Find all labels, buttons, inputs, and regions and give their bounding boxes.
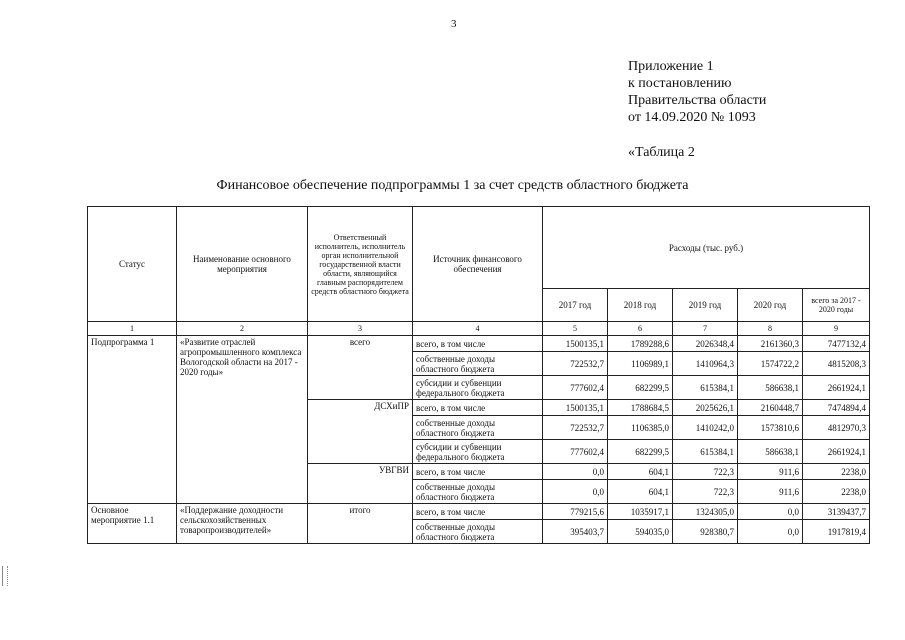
value-cell: 722532,7 — [543, 416, 608, 440]
source-cell: субсидии и субвенции федерального бюджета — [413, 376, 543, 400]
column-number: 4 — [413, 322, 543, 336]
appendix-block — [628, 58, 766, 126]
table-body — [88, 336, 870, 544]
value-cell: 0,0 — [543, 464, 608, 480]
value-cell: 1035917,1 — [608, 504, 673, 520]
value-cell: 1500135,1 — [543, 400, 608, 416]
value-cell: 594035,0 — [608, 520, 673, 544]
page-number: 3 — [451, 18, 457, 30]
column-number: 8 — [738, 322, 803, 336]
value-cell: 777602,4 — [543, 376, 608, 400]
value-cell: 2161360,3 — [738, 336, 803, 352]
value-cell: 7474894,4 — [803, 400, 870, 416]
value-cell: 586638,1 — [738, 440, 803, 464]
column-number: 9 — [803, 322, 870, 336]
value-cell: 1574722,2 — [738, 352, 803, 376]
executor-cell: итого — [308, 504, 413, 544]
status-cell: Основное мероприятие 1.1 — [88, 504, 177, 544]
header-executor: Ответственный исполнитель, исполнитель орган исполнительной государственной власти области, являющийся главным распорядителем средств областного бюджета — [308, 207, 413, 322]
header-year-total: всего за 2017 - 2020 годы — [803, 289, 870, 322]
value-cell: 722,3 — [673, 464, 738, 480]
value-cell: 0,0 — [738, 504, 803, 520]
value-cell: 7477132,4 — [803, 336, 870, 352]
source-cell: собственные доходы областного бюджета — [413, 352, 543, 376]
value-cell: 2026348,4 — [673, 336, 738, 352]
executor-cell: УВГВИ — [308, 464, 413, 504]
source-cell: всего, в том числе — [413, 464, 543, 480]
source-cell: собственные доходы областного бюджета — [413, 520, 543, 544]
value-cell: 2661924,1 — [803, 376, 870, 400]
column-number: 1 — [88, 322, 177, 336]
value-cell: 1500135,1 — [543, 336, 608, 352]
table-header — [88, 207, 870, 336]
value-cell: 615384,1 — [673, 376, 738, 400]
value-cell: 4815208,3 — [803, 352, 870, 376]
document-title: Финансовое обеспечение подпрограммы 1 за счет средств областного бюджета — [216, 178, 689, 193]
table-label: «Таблица 2 — [628, 145, 695, 160]
table-row — [88, 336, 870, 352]
activity-cell: «Поддержание доходности сельскохозяйственных товаропроизводителей» — [177, 504, 308, 544]
value-cell: 2160448,7 — [738, 400, 803, 416]
value-cell: 928380,7 — [673, 520, 738, 544]
header-year: 2017 год — [543, 289, 608, 322]
column-number: 7 — [673, 322, 738, 336]
header-source: Источник финансового обеспечения — [413, 207, 543, 322]
value-cell: 2238,0 — [803, 464, 870, 480]
value-cell: 682299,5 — [608, 376, 673, 400]
value-cell: 779215,6 — [543, 504, 608, 520]
value-cell: 4812970,3 — [803, 416, 870, 440]
value-cell: 0,0 — [543, 480, 608, 504]
value-cell: 0,0 — [738, 520, 803, 544]
activity-cell: «Развитие отраслей агропромышленного комплекса Вологодской области на 2017 - 2020 годы» — [177, 336, 308, 504]
value-cell: 1106385,0 — [608, 416, 673, 440]
value-cell: 395403,7 — [543, 520, 608, 544]
column-number: 6 — [608, 322, 673, 336]
value-cell: 2025626,1 — [673, 400, 738, 416]
source-cell: собственные доходы областного бюджета — [413, 416, 543, 440]
value-cell: 3139437,7 — [803, 504, 870, 520]
finance-table — [87, 206, 870, 544]
appendix-line: к постановлению — [628, 76, 732, 91]
value-cell: 1324305,0 — [673, 504, 738, 520]
value-cell: 1789288,6 — [608, 336, 673, 352]
value-cell: 911,6 — [738, 464, 803, 480]
value-cell: 682299,5 — [608, 440, 673, 464]
header-year: 2018 год — [608, 289, 673, 322]
table-row — [88, 504, 870, 520]
margin-mark — [2, 566, 8, 586]
value-cell: 911,6 — [738, 480, 803, 504]
value-cell: 722,3 — [673, 480, 738, 504]
source-cell: всего, в том числе — [413, 400, 543, 416]
header-expenses: Расходы (тыс. руб.) — [543, 207, 870, 289]
header-activity: Наименование основного мероприятия — [177, 207, 308, 322]
column-number: 5 — [543, 322, 608, 336]
header-year: 2020 год — [738, 289, 803, 322]
appendix-line: Правительства области — [628, 93, 767, 108]
value-cell: 2661924,1 — [803, 440, 870, 464]
status-cell: Подпрограмма 1 — [88, 336, 177, 504]
column-number: 3 — [308, 322, 413, 336]
source-cell: субсидии и субвенции федерального бюджета — [413, 440, 543, 464]
value-cell: 1917819,4 — [803, 520, 870, 544]
source-cell: собственные доходы областного бюджета — [413, 480, 543, 504]
value-cell: 604,1 — [608, 464, 673, 480]
value-cell: 777602,4 — [543, 440, 608, 464]
value-cell: 586638,1 — [738, 376, 803, 400]
executor-cell: ДСХиПР — [308, 400, 413, 464]
column-number: 2 — [177, 322, 308, 336]
value-cell: 722532,7 — [543, 352, 608, 376]
value-cell: 1410964,3 — [673, 352, 738, 376]
source-cell: всего, в том числе — [413, 336, 543, 352]
value-cell: 1573810,6 — [738, 416, 803, 440]
appendix-line: от 14.09.2020 № 1093 — [628, 110, 756, 125]
value-cell: 615384,1 — [673, 440, 738, 464]
value-cell: 604,1 — [608, 480, 673, 504]
source-cell: всего, в том числе — [413, 504, 543, 520]
header-status: Статус — [88, 207, 177, 322]
appendix-line: Приложение 1 — [628, 59, 714, 74]
value-cell: 1106989,1 — [608, 352, 673, 376]
executor-cell: всего — [308, 336, 413, 400]
value-cell: 1788684,5 — [608, 400, 673, 416]
value-cell: 1410242,0 — [673, 416, 738, 440]
header-year: 2019 год — [673, 289, 738, 322]
value-cell: 2238,0 — [803, 480, 870, 504]
